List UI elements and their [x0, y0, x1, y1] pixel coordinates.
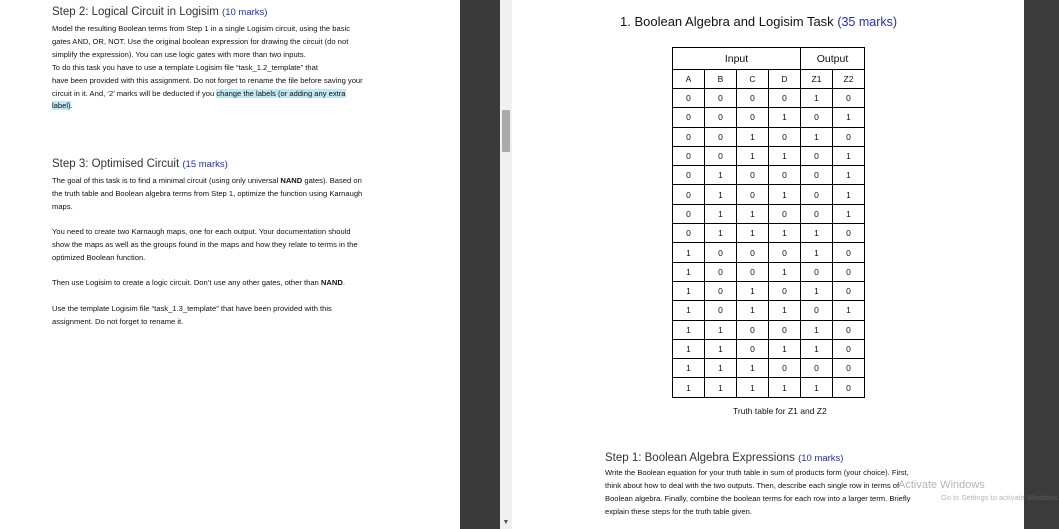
step3-line: [52, 277, 452, 290]
table-row: [673, 108, 865, 127]
highlighted-text: change the labels (or adding any extra: [216, 88, 346, 98]
step3-line: You need to create two Karnaugh maps, one for each output. Your documentation should: [52, 227, 351, 236]
output-header: Output: [801, 48, 865, 70]
input-header: Input: [673, 48, 801, 70]
table-cell: 1: [673, 320, 705, 339]
column-header: C: [737, 70, 769, 89]
table-cell: 0: [833, 224, 865, 243]
step3-text: .: [342, 278, 345, 287]
table-cell: 1: [801, 378, 833, 397]
step3-heading: [52, 158, 228, 170]
step2-line: Model the resulting Boolean terms from Step 1 in a single Logisim circuit, using the basic: [52, 24, 350, 33]
table-cell: 1: [801, 339, 833, 358]
table-cell: 1: [769, 224, 801, 243]
step2-line: To do this task you have to use a template Logisim file “task_1.2_template” that: [52, 62, 318, 72]
table-cell: 1: [737, 301, 769, 320]
activate-windows-watermark: Activate Windows: [898, 479, 985, 491]
column-header: A: [673, 70, 705, 89]
table-cell: 0: [673, 185, 705, 204]
table-cell: 1: [673, 281, 705, 300]
step2-marks: (10 marks): [222, 7, 268, 18]
table-cell: 0: [769, 166, 801, 185]
step3-para4: [52, 303, 452, 329]
table-cell: 0: [769, 359, 801, 378]
table-row: [673, 243, 865, 262]
table-cell: 1: [705, 320, 737, 339]
table-cell: 1: [737, 281, 769, 300]
table-cell: 0: [833, 378, 865, 397]
table-cell: 1: [801, 320, 833, 339]
table-cell: 0: [737, 262, 769, 281]
table-row: [673, 166, 865, 185]
table-cell: 0: [769, 320, 801, 339]
table-cell: 1: [673, 359, 705, 378]
table-row: [673, 89, 865, 108]
table-cell: 1: [801, 224, 833, 243]
table-cell: 0: [705, 108, 737, 127]
table-cell: 0: [705, 89, 737, 108]
table-cell: 0: [801, 204, 833, 223]
table-cell: 0: [705, 127, 737, 146]
step3-line: [52, 175, 452, 188]
table-cell: 1: [737, 378, 769, 397]
table-row: [673, 146, 865, 165]
vertical-scrollbar[interactable]: [500, 0, 512, 529]
table-cell: 1: [833, 301, 865, 320]
truth-table-body: [673, 89, 865, 398]
table-cell: 1: [737, 146, 769, 165]
table-cell: 1: [769, 339, 801, 358]
step2-line: [52, 100, 452, 113]
table-cell: 1: [833, 204, 865, 223]
step1-marks: (10 marks): [798, 453, 844, 464]
table-cell: 1: [705, 359, 737, 378]
step2-line: [52, 88, 452, 101]
step2-line: simplify the expression). You can use logic gates with more than two inputs.: [52, 49, 306, 59]
table-cell: 0: [673, 146, 705, 165]
step3-line: assignment. Do not forget to rename it.: [52, 316, 184, 326]
step1-line: explain these steps for the truth table given.: [605, 506, 752, 516]
table-cell: 1: [769, 146, 801, 165]
step2-line: have been provided with this assignment. Do not forget to rename the file before saving your: [52, 75, 363, 85]
table-cell: 0: [673, 127, 705, 146]
step3-para3: [52, 277, 452, 290]
table-cell: 0: [769, 243, 801, 262]
step3-para2: [52, 226, 452, 265]
table-cell: 0: [673, 166, 705, 185]
scroll-down-arrow-icon[interactable]: ▼: [502, 519, 510, 526]
step1-title: Step 1: Boolean Algebra Expressions: [605, 452, 795, 464]
table-cell: 1: [705, 204, 737, 223]
table-cell: 0: [833, 262, 865, 281]
table-cell: 0: [737, 185, 769, 204]
table-cell: 1: [801, 89, 833, 108]
table-cell: 0: [801, 301, 833, 320]
step2-heading: [52, 6, 267, 18]
column-header: Z2: [833, 70, 865, 89]
table-cell: 1: [705, 378, 737, 397]
table-row: [673, 204, 865, 223]
table-cell: 0: [769, 127, 801, 146]
table-cell: 0: [833, 339, 865, 358]
table-cell: 0: [801, 185, 833, 204]
task-heading: [620, 14, 897, 29]
table-row: [673, 359, 865, 378]
table-cell: 0: [705, 146, 737, 165]
table-cell: 0: [673, 224, 705, 243]
activate-windows-subtext: Go to Settings to activate Windows.: [941, 493, 1059, 502]
table-cell: 1: [705, 166, 737, 185]
table-caption: Truth table for Z1 and Z2: [733, 406, 827, 416]
step3-text: gates). Based on: [302, 176, 362, 185]
table-cell: 1: [769, 378, 801, 397]
table-row: [673, 281, 865, 300]
table-cell: 1: [737, 224, 769, 243]
table-cell: 1: [673, 262, 705, 281]
table-cell: 1: [801, 281, 833, 300]
step3-title: Step 3: Optimised Circuit: [52, 158, 180, 170]
table-row: [673, 339, 865, 358]
table-cell: 1: [673, 301, 705, 320]
table-row: [673, 127, 865, 146]
scrollbar-thumb[interactable]: [502, 110, 510, 152]
step3-text: Then use Logisim to create a logic circuit. Don’t use any other gates, other than: [52, 278, 321, 287]
table-cell: 1: [673, 243, 705, 262]
step2-text: circuit in it. And, ‘2’ marks will be deducted if you: [52, 88, 217, 98]
table-row: [673, 262, 865, 281]
table-cell: 1: [769, 262, 801, 281]
nand-bold: NAND: [320, 278, 343, 287]
table-cell: 0: [705, 301, 737, 320]
table-cell: 1: [769, 108, 801, 127]
step3-line: optimized Boolean function.: [52, 252, 146, 262]
table-cell: 1: [705, 185, 737, 204]
table-cell: 1: [833, 185, 865, 204]
highlighted-text: label): [52, 101, 71, 111]
table-cell: 1: [673, 339, 705, 358]
table-cell: 0: [737, 243, 769, 262]
table-cell: 0: [833, 320, 865, 339]
table-cell: 0: [833, 243, 865, 262]
table-cell: 1: [673, 378, 705, 397]
column-header: B: [705, 70, 737, 89]
step2-text: .: [70, 101, 73, 111]
table-cell: 0: [705, 281, 737, 300]
column-header: D: [769, 70, 801, 89]
table-cell: 0: [737, 320, 769, 339]
table-cell: 0: [801, 146, 833, 165]
table-cell: 0: [801, 108, 833, 127]
column-header-row: [673, 70, 865, 89]
step3-line: show the maps as well as the groups found in the maps and how they relate to terms in the: [52, 239, 358, 249]
step1-line: Boolean algebra. Finally, combine the boolean terms for each row into a larger term. Briefly: [605, 493, 911, 503]
table-cell: 0: [737, 339, 769, 358]
table-row: [673, 224, 865, 243]
table-cell: 1: [833, 166, 865, 185]
step2-line: gates AND, OR, NOT. Use the original boolean expression for drawing the circuit (do not: [52, 36, 349, 46]
table-cell: 1: [833, 108, 865, 127]
step2-body: [52, 23, 452, 113]
table-cell: 0: [737, 166, 769, 185]
table-cell: 0: [705, 262, 737, 281]
step3-text: The goal of this task is to find a minimal circuit (using only universal: [52, 176, 281, 185]
table-cell: 1: [737, 204, 769, 223]
left-page: [0, 0, 460, 529]
step3-line: Use the template Logisim file “task_1.3_template” that have been provided with this: [52, 304, 332, 313]
truth-table: [672, 47, 865, 398]
table-cell: 1: [737, 127, 769, 146]
step2-title: Step 2: Logical Circuit in Logisim: [52, 6, 219, 18]
table-cell: 0: [769, 89, 801, 108]
step3-line: maps.: [52, 201, 73, 211]
table-cell: 0: [801, 262, 833, 281]
table-cell: 1: [705, 224, 737, 243]
step1-heading: [605, 452, 843, 464]
step1-line: Write the Boolean equation for your truth table in sum of products form (your choice). First,: [605, 468, 909, 477]
step3-marks: (15 marks): [182, 159, 228, 170]
task-marks: (35 marks): [837, 15, 898, 29]
table-cell: 0: [833, 89, 865, 108]
table-row: [673, 378, 865, 397]
table-cell: 1: [801, 243, 833, 262]
table-cell: 0: [833, 127, 865, 146]
table-cell: 1: [705, 339, 737, 358]
table-row: [673, 301, 865, 320]
task-title: 1. Boolean Algebra and Logisim Task: [620, 14, 834, 29]
table-cell: 0: [833, 281, 865, 300]
column-header: Z1: [801, 70, 833, 89]
table-cell: 0: [769, 281, 801, 300]
step3-para1: [52, 175, 452, 214]
table-cell: 1: [833, 146, 865, 165]
table-cell: 0: [673, 204, 705, 223]
table-cell: 1: [801, 127, 833, 146]
nand-bold: NAND: [280, 176, 303, 185]
table-cell: 0: [673, 89, 705, 108]
table-cell: 1: [769, 185, 801, 204]
table-cell: 0: [769, 204, 801, 223]
table-cell: 0: [737, 108, 769, 127]
table-row: [673, 185, 865, 204]
table-cell: 1: [737, 359, 769, 378]
table-cell: 0: [833, 359, 865, 378]
table-cell: 1: [769, 301, 801, 320]
table-cell: 0: [705, 243, 737, 262]
table-cell: 0: [737, 89, 769, 108]
table-cell: 0: [801, 166, 833, 185]
step3-line: the truth table and Boolean algebra terms from Step 1, optimize the function using Karnaugh: [52, 188, 363, 198]
table-cell: 0: [801, 359, 833, 378]
step1-line: think about how to deal with the two outputs. Then, describe each single row in terms of: [605, 480, 900, 490]
table-row: [673, 320, 865, 339]
table-cell: 0: [673, 108, 705, 127]
